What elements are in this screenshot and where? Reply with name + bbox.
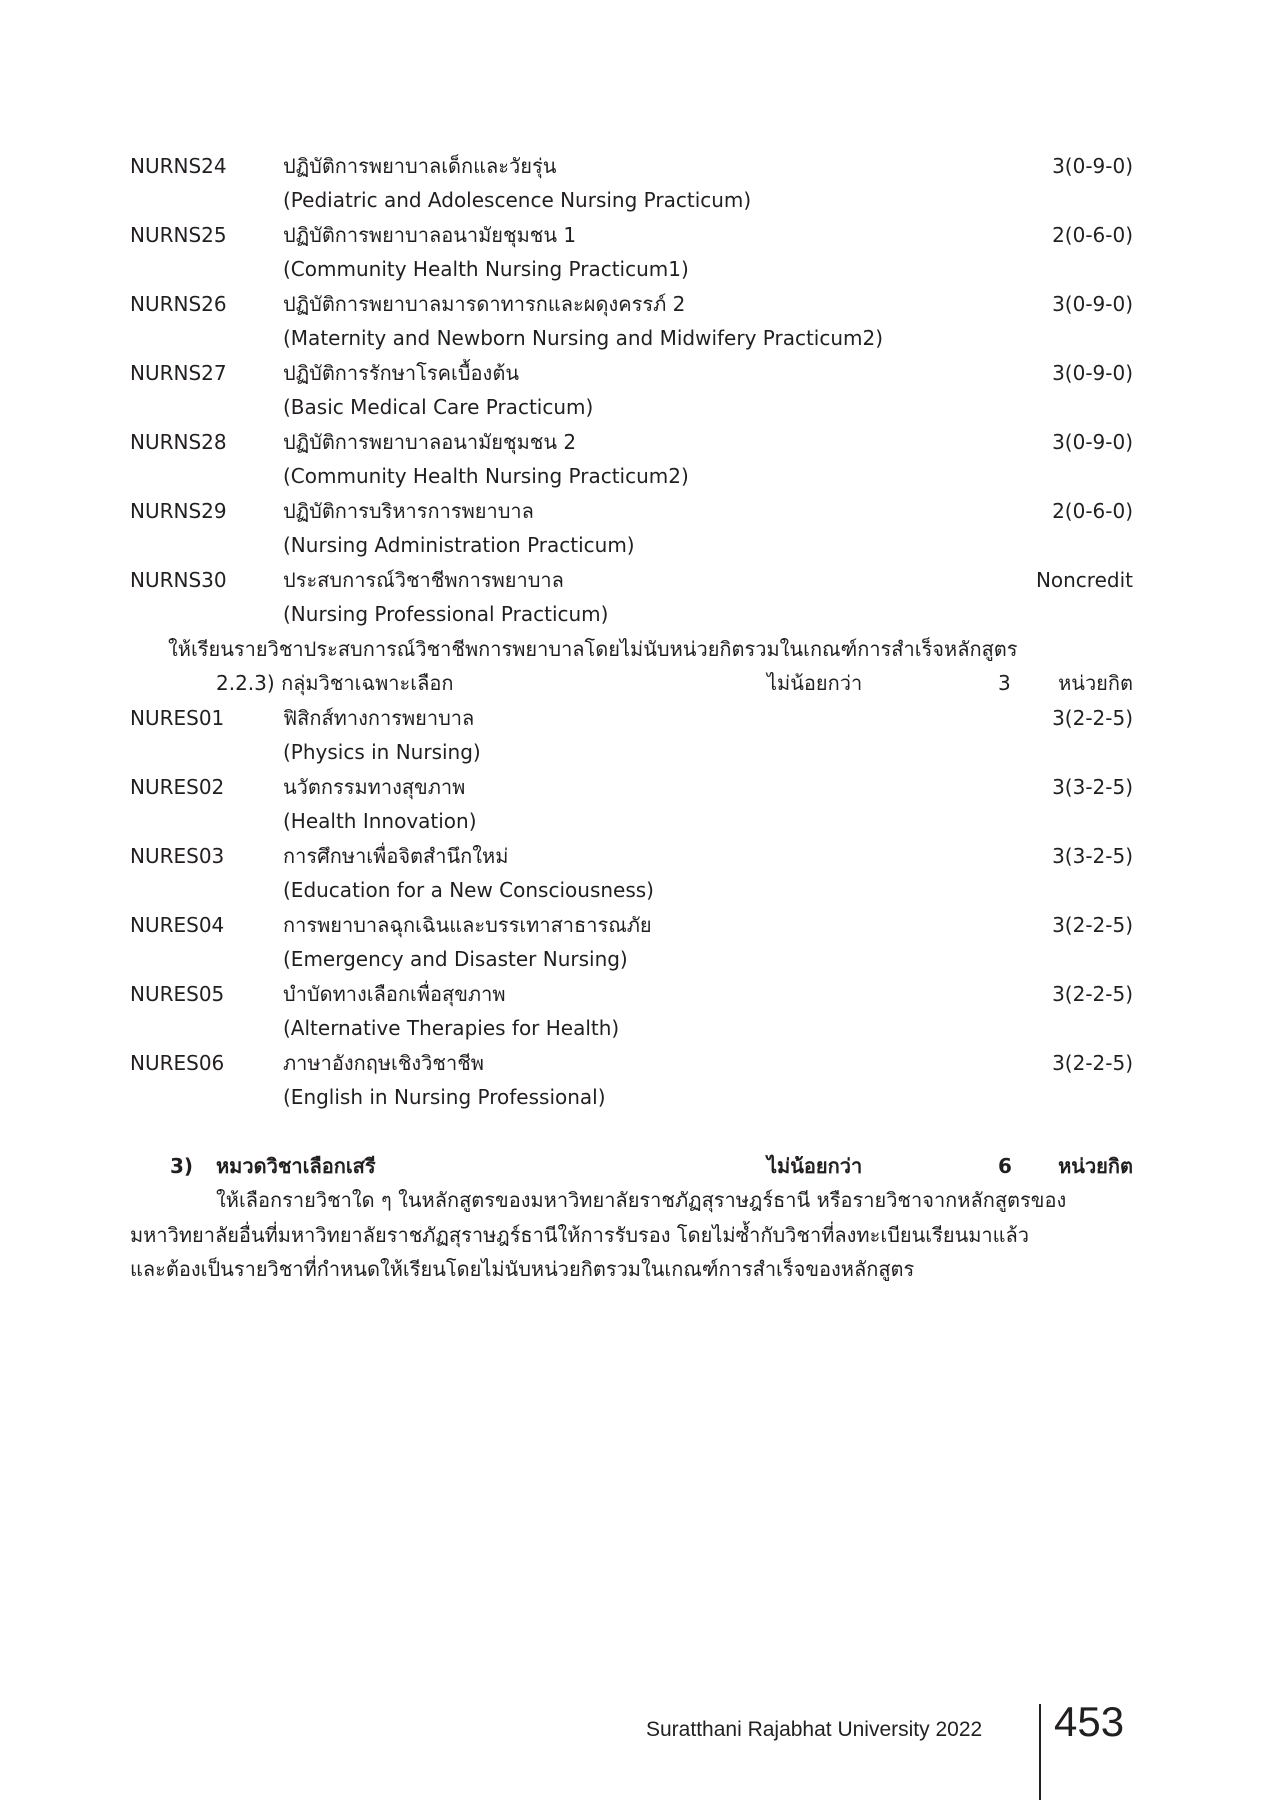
footer-divider: [1039, 1704, 1041, 1800]
course-code: NURNS26: [130, 292, 227, 316]
course-title-en: (Education for a New Consciousness): [283, 878, 654, 902]
course-title-th: ปฏิบัติการพยาบาลมารดาทารกและผดุงครรภ์ 2: [283, 292, 686, 316]
paragraph-line: มหาวิทยาลัยอื่นที่มหาวิทยาลัยราชภัฏสุราษฎร์ธานีให้การรับรอง โดยไม่ซ้ำกับวิชาที่ลงทะเบียนเรียนมาแล้ว: [130, 1223, 1030, 1247]
course-code: NURES01: [130, 706, 225, 730]
course-credit: 2(0-6-0): [1052, 499, 1133, 523]
page-number: 453: [1054, 1698, 1125, 1745]
course-title-th: ปฏิบัติการรักษาโรคเบื้องต้น: [283, 361, 519, 385]
course-title-en: (Physics in Nursing): [283, 740, 481, 764]
course-code: NURNS29: [130, 499, 227, 523]
course-title-en: (Alternative Therapies for Health): [283, 1016, 620, 1040]
course-title-th: นวัตกรรมทางสุขภาพ: [283, 775, 466, 799]
course-title-en: (Basic Medical Care Practicum): [283, 395, 594, 419]
course-credit: 3(0-9-0): [1052, 430, 1133, 454]
course-title-en: (Community Health Nursing Practicum1): [283, 257, 689, 281]
course-title-th: ปฏิบัติการพยาบาลอนามัยชุมชน 2: [283, 430, 577, 454]
course-credit: Noncredit: [1035, 568, 1133, 592]
group-unit: หน่วยกิต: [1058, 671, 1133, 695]
course-code: NURES02: [130, 775, 225, 799]
course-credit: 2(0-6-0): [1052, 223, 1133, 247]
course-title-th: บำบัดทางเลือกเพื่อสุขภาพ: [283, 982, 506, 1006]
group-requirement: ไม่น้อยกว่า: [767, 671, 863, 695]
course-title-th: ปฏิบัติการบริหารการพยาบาล: [283, 499, 534, 523]
course-credit: 3(0-9-0): [1052, 292, 1133, 316]
course-credit: 3(2-2-5): [1052, 982, 1133, 1006]
course-code: NURES05: [130, 982, 225, 1006]
course-credit: 3(3-2-5): [1052, 844, 1133, 868]
course-credit: 3(0-9-0): [1052, 154, 1133, 178]
course-credit: 3(2-2-5): [1052, 1051, 1133, 1075]
course-code: NURES06: [130, 1051, 225, 1075]
course-title-en: (Nursing Administration Practicum): [283, 533, 635, 557]
course-code: NURNS27: [130, 361, 227, 385]
course-title-en: (Nursing Professional Practicum): [283, 602, 609, 626]
course-title-th: การพยาบาลฉุกเฉินและบรรเทาสาธารณภัย: [283, 913, 652, 937]
course-code: NURES03: [130, 844, 225, 868]
course-title-th: ปฏิบัติการพยาบาลเด็กและวัยรุ่น: [283, 154, 557, 178]
section-unit: หน่วยกิต: [1058, 1154, 1133, 1178]
group-number: 2.2.3) กลุ่มวิชาเฉพาะเลือก: [216, 671, 454, 695]
section-requirement: ไม่น้อยกว่า: [767, 1154, 863, 1178]
course-title-en: (Emergency and Disaster Nursing): [283, 947, 628, 971]
course-title-th: ภาษาอังกฤษเชิงวิชาชีพ: [283, 1051, 484, 1075]
course-title-th: การศึกษาเพื่อจิตสำนึกใหม่: [283, 844, 509, 868]
course-title-en: (English in Nursing Professional): [283, 1085, 606, 1109]
course-credit: 3(0-9-0): [1052, 361, 1133, 385]
course-credit: 3(2-2-5): [1052, 706, 1133, 730]
noncredit-note: ให้เรียนรายวิชาประสบการณ์วิชาชีพการพยาบาลโดยไม่นับหน่วยกิตรวมในเกณฑ์การสำเร็จหลักสูตร: [168, 637, 1018, 661]
course-title-th: ปฏิบัติการพยาบาลอนามัยชุมชน 1: [283, 223, 577, 247]
course-code: NURNS30: [130, 568, 227, 592]
section-number: 3): [170, 1154, 194, 1178]
course-title-en: (Maternity and Newborn Nursing and Midwifery Practicum2): [283, 326, 884, 350]
section-title: หมวดวิชาเลือกเสรี: [216, 1154, 376, 1178]
course-title-th: ประสบการณ์วิชาชีพการพยาบาล: [283, 568, 564, 592]
group-credits: 3: [998, 671, 1011, 695]
paragraph-line: และต้องเป็นรายวิชาที่กำหนดให้เรียนโดยไม่นับหน่วยกิตรวมในเกณฑ์การสำเร็จของหลักสูตร: [130, 1257, 915, 1281]
course-title-th: ฟิสิกส์ทางการพยาบาล: [283, 706, 475, 730]
course-code: NURNS28: [130, 430, 227, 454]
course-credit: 3(2-2-5): [1052, 913, 1133, 937]
course-code: NURNS25: [130, 223, 227, 247]
paragraph-line: ให้เลือกรายวิชาใด ๆ ในหลักสูตรของมหาวิทยาลัยราชภัฏสุราษฎร์ธานี หรือรายวิชาจากหลักสูตรของ: [216, 1188, 1067, 1212]
course-title-en: (Health Innovation): [283, 809, 477, 833]
course-credit: 3(3-2-5): [1052, 775, 1133, 799]
course-title-en: (Community Health Nursing Practicum2): [283, 464, 689, 488]
course-code: NURNS24: [130, 154, 227, 178]
section-credits: 6: [998, 1154, 1012, 1178]
course-title-en: (Pediatric and Adolescence Nursing Practicum): [283, 188, 752, 212]
course-code: NURES04: [130, 913, 225, 937]
footer-university: Suratthani Rajabhat University 2022: [646, 1718, 983, 1741]
